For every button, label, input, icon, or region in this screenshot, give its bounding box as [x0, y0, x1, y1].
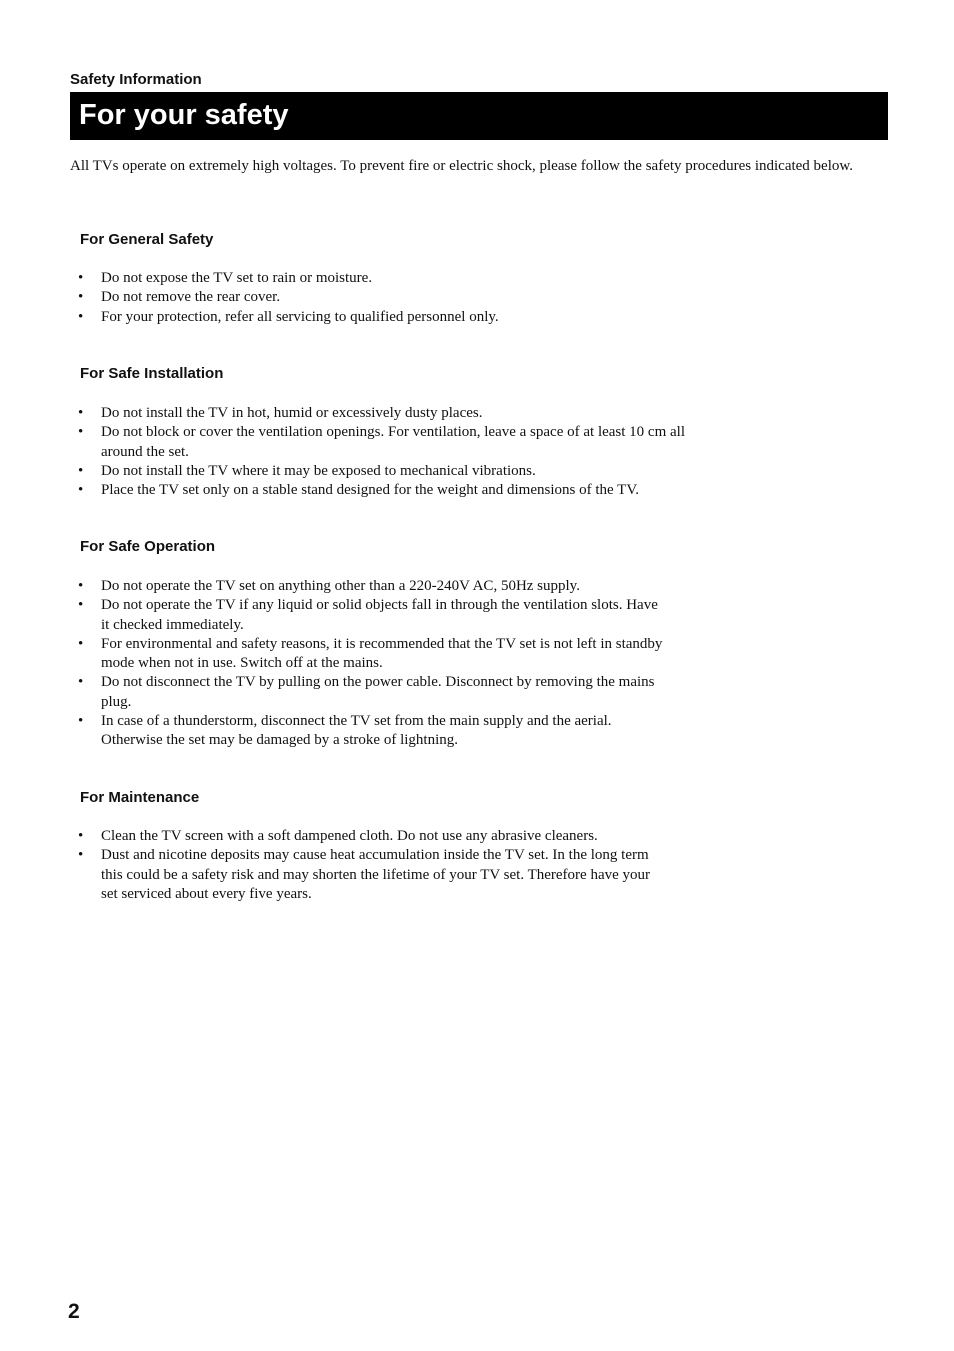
intro-paragraph: All TVs operate on extremely high voltages. To prevent fire or electric shock, please follow the safety procedures indicated below. [70, 158, 853, 174]
bullet-icon: • [78, 597, 84, 614]
bullet-icon: • [78, 674, 84, 691]
list-general-safety [78, 269, 638, 327]
heading-safe-operation: For Safe Operation [80, 538, 216, 555]
bullet-icon: • [78, 289, 84, 306]
list-item [78, 481, 688, 500]
list-item-text: Do not expose the TV set to rain or moisture. [101, 270, 373, 286]
list-item-text: Place the TV set only on a stable stand designed for the weight and dimensions of the TV. [101, 482, 639, 499]
list-item [78, 462, 688, 481]
bullet-icon: • [78, 405, 84, 421]
list-item [78, 673, 668, 712]
list-item [78, 827, 668, 846]
section-label: Safety Information [70, 71, 202, 88]
bullet-icon: • [78, 713, 84, 730]
list-safe-operation [78, 577, 668, 751]
heading-safe-installation: For Safe Installation [80, 365, 224, 382]
list-item-text: Clean the TV screen with a soft dampened cloth. Do not use any abrasive cleaners. [101, 828, 598, 844]
list-item-text: In case of a thunderstorm, disconnect the TV set from the main supply and the aerial. Otherwise the set may be damaged by a stroke of lightning. [101, 713, 612, 749]
page-title: For your safety [79, 99, 289, 131]
list-item [78, 404, 688, 423]
bullet-icon: • [78, 635, 84, 652]
list-item-text: Do not block or cover the ventilation openings. For ventilation, leave a space of at least 10 cm all around the set. [101, 424, 685, 460]
bullet-icon: • [78, 847, 84, 864]
bullet-icon: • [78, 270, 84, 286]
list-item [78, 712, 668, 751]
bullet-icon: • [78, 482, 84, 499]
list-item [78, 308, 638, 327]
list-item [78, 846, 668, 904]
title-bar [70, 92, 888, 140]
list-maintenance [78, 827, 668, 904]
list-item [78, 577, 668, 596]
bullet-icon: • [78, 424, 84, 441]
list-item-text: For environmental and safety reasons, it is recommended that the TV set is not left in standby mode when not in use. Switch off at the mains. [101, 635, 663, 672]
heading-general-safety: For General Safety [80, 231, 214, 248]
list-item-text: Do not install the TV where it may be exposed to mechanical vibrations. [101, 462, 536, 479]
list-safe-installation [78, 404, 688, 500]
bullet-icon: • [78, 462, 84, 479]
list-item [78, 596, 668, 635]
heading-maintenance: For Maintenance [80, 789, 200, 806]
bullet-icon: • [78, 828, 84, 844]
list-item-text: Do not disconnect the TV by pulling on the power cable. Disconnect by removing the mains plug. [101, 674, 655, 710]
list-item-text: Do not operate the TV if any liquid or solid objects fall in through the ventilation slots. Have it checked immediately. [101, 597, 658, 633]
bullet-icon: • [78, 308, 84, 325]
list-item-text: Do not operate the TV set on anything other than a 220-240V AC, 50Hz supply. [101, 578, 580, 594]
list-item-text: Do not install the TV in hot, humid or excessively dusty places. [101, 405, 483, 421]
list-item-text: Do not remove the rear cover. [101, 289, 281, 306]
list-item [78, 423, 688, 462]
list-item [78, 635, 668, 674]
page-number: 2 [68, 1300, 80, 1323]
list-item-text: Dust and nicotine deposits may cause heat accumulation inside the TV set. In the long term this could be a safety risk and may shorten the lifetime of your TV set. Therefore have your set serviced about every five years. [101, 847, 651, 902]
list-item [78, 269, 638, 288]
bullet-icon: • [78, 578, 84, 594]
list-item-text: For your protection, refer all servicing to qualified personnel only. [101, 308, 499, 325]
list-item [78, 288, 638, 307]
